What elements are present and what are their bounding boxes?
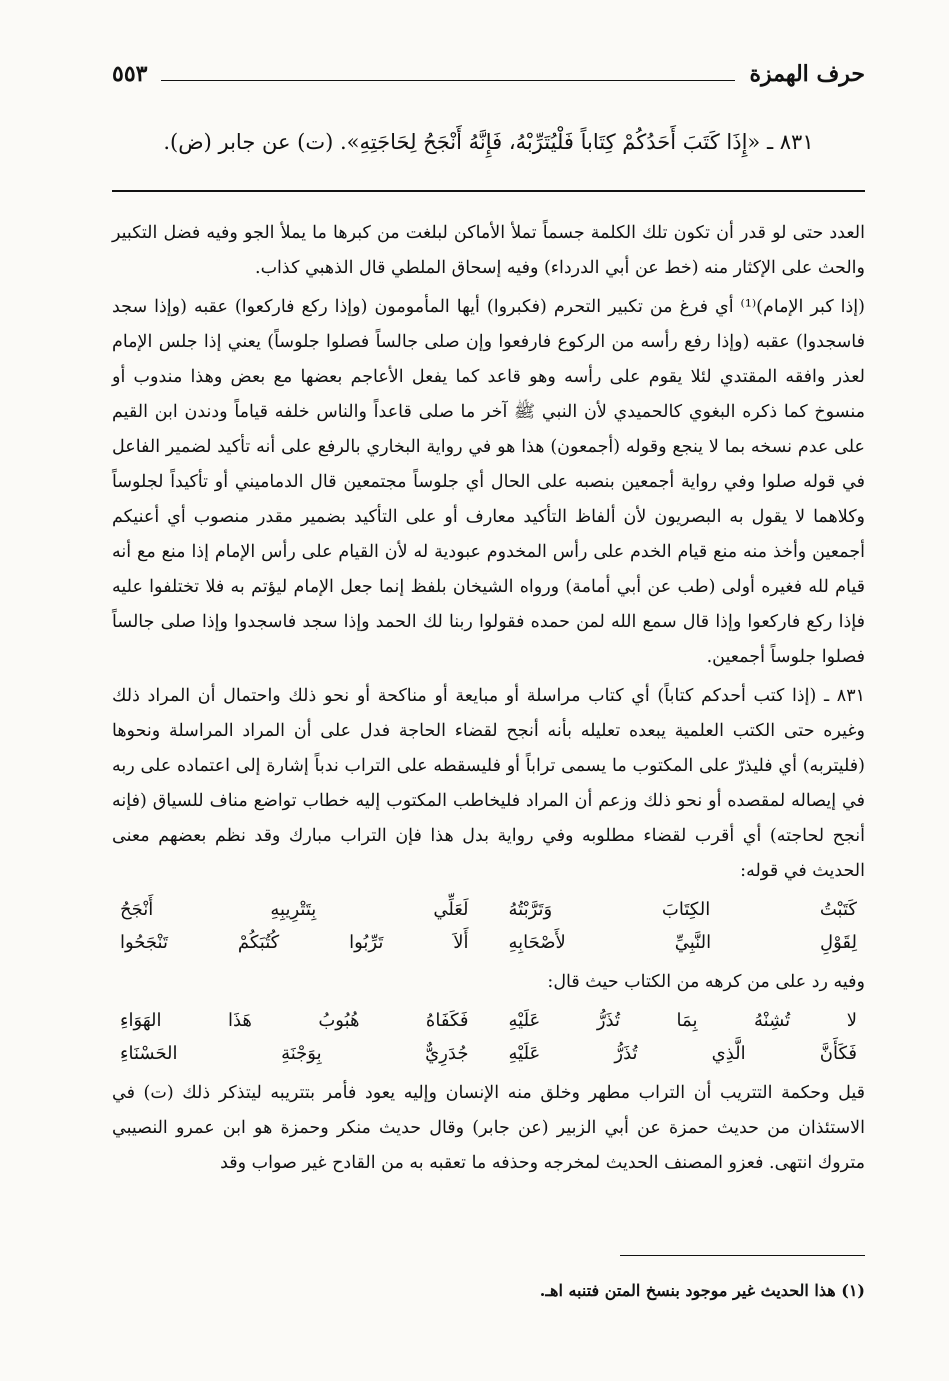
- footnote-rule: [620, 1255, 865, 1256]
- commentary-body: [112, 216, 865, 1185]
- page-number: ٥٥٣: [112, 61, 148, 87]
- verse-hemistich: لَعَلِّي بِتَتْرِيبِهِ أَنْجَحُ: [120, 899, 469, 920]
- verse-hemistich: فَكَأَنَّ الَّذِي تُذَرُّ عَلَيْهِ: [508, 1043, 857, 1064]
- verse-hemistich: فَكَفَاهُ هُبُوبُ هَذَا الهَوَاءِ: [120, 1010, 469, 1031]
- commentary-paragraph: العدد حتى لو قدر أن تكون تلك الكلمة جسماً تملأ الأماكن لبلغت من كبرها ما يملأ الجو وفيه فضل التكبير والحث على الإكثار منه (خط عن أبي الدرداء) وفيه إسحاق الملطي قال الذهبي كذاب.: [112, 223, 865, 278]
- commentary-paragraph: قيل وحكمة التتريب أن التراب مطهر وخلق منه الإنسان وإليه يعود فأمر بتتريبه ليتذكر ذلك (ت) في الاستئذان من حديث حمزة عن أبي الزبير (عن جابر) وقال حديث منكر وحمزة هو ابن عمرو النصيبي متروك انتهى. فعزو المصنف الحديث لمخرجه وحذفه ما تعقبه به من القادح غير صواب وقد: [112, 1083, 865, 1173]
- verse-hemistich: لِقَوْلِ النَّبِيِّ لأَصْحَابِهِ: [508, 932, 857, 953]
- chapter-title: حرف الهمزة: [749, 61, 865, 87]
- verse-hemistich: أَلاَ تَرِّبُوا كُتُبَكُمْ تَنْجَحُوا: [120, 932, 469, 953]
- commentary-paragraph: وفيه رد على من كرهه من الكتاب حيث قال:: [547, 972, 865, 992]
- commentary-paragraph: ٨٣١ ـ (إذا كتب أحدكم كتاباً) أي كتاب مراسلة أو مبايعة أو مناكحة أو نحو ذلك واحتمال أن المراد ذلك وغيره حتى الكتب العلمية يبعده تعليله بأنه أنجح لقضاء الحاجة فدل على أن المراد المراسلة ونحوها (فليتربه) أي فليذرّ على المكتوب ما يسمى تراباً أو فليسقطه على التراب ندباً إشارة إلى اعتماده على ربه في إيصاله لمقصده أو نحو ذلك وزعم أن المراد فليخاطب المكتوب إليه خطاب تواضع مناف للسياق (فإنه أنجح لحاجته) أي أقرب لقضاء مطلوبه وفي رواية بدل هذا فإن التراب مبارك وقد نظم بعضهم معنى الحديث في قوله:: [112, 686, 865, 881]
- poem-verse-block: [112, 1004, 865, 1070]
- text-separator-rule: [112, 190, 865, 192]
- verse-hemistich: جُدَرِيٌّ بِوَجْنَةِ الحَسْنَاءِ: [120, 1043, 469, 1064]
- verse-hemistich: لا تُشِنْهُ بِمَا تُذَرُّ عَلَيْهِ: [508, 1010, 857, 1031]
- page-header: [112, 56, 865, 92]
- poem-verse-block: [112, 893, 865, 959]
- commentary-paragraph: (إذا كبر الإمام)⁽¹⁾ أي فرغ من تكبير التحرم (فكبروا) أيها المأمومون (وإذا ركع فاركعوا) عقبه (وإذا سجد فاسجدوا) عقبه (وإذا رفع رأسه من الركوع فارفعوا وإن صلى جالساً فصلوا جلوساً) يعني إذا جلس الإمام لعذر وافقه المقتدي لئلا يقوم على رأسه وهو قاعد كما يفعل الأعاجم بعضها مع بعض وهذا مندوب أو منسوخ كما ذكره البغوي كالحميدي لأن النبي ﷺ آخر ما صلى قاعداً والناس خلفه قياماً ودندن ابن القيم على عدم نسخه بما لا ينجع وقوله (أجمعون) هذا هو في رواية البخاري بالرفع على أنه تأكيد لضمير الفاعل في قوله صلوا وفي رواية أجمعين بنصبه على الحال أي جلوساً مجتمعين قال الدماميني أو تأكيداً لجلوساً وكلاهما لا يقول به البصريون لأن ألفاظ التأكيد معارف أو على التأكيد بضمير مقدر منصوب أي أعنيكم أجمعين وأخذ منه منع قيام الخدم على رأس المخدوم عبودية له لأن القيام على رأس الإمام إذا منع مع أنه قيام لله فغيره أولى (طب عن أبي أمامة) ورواه الشيخان بلفظ إنما جعل الإمام ليؤتم به فلا تختلفوا عليه فإذا ركع فاركعوا وإذا قال سمع الله لمن حمده فقولوا ربنا لك الحمد وإذا سجد فاسجدوا وإذا صلى جالساً فصلوا جلوساً أجمعين.: [112, 297, 865, 667]
- verse-hemistich: كَتَبْتُ الكِتَابَ وَتَرَّبْتُهُ: [508, 899, 857, 920]
- main-hadith-text: ٨٣١ ـ «إِذَا كَتَبَ أَحَدُكُمْ كِتَاباً فَلْيُتَرِّبْهُ، فَإِنَّهُ أَنْجَحُ لِحَاجَتِهِ». (ت) عن جابر (ض).: [163, 130, 814, 154]
- header-rule: [161, 80, 735, 81]
- footnote: (١) هذا الحديث غير موجود بنسخ المتن فتنبه اهـ.: [539, 1281, 865, 1300]
